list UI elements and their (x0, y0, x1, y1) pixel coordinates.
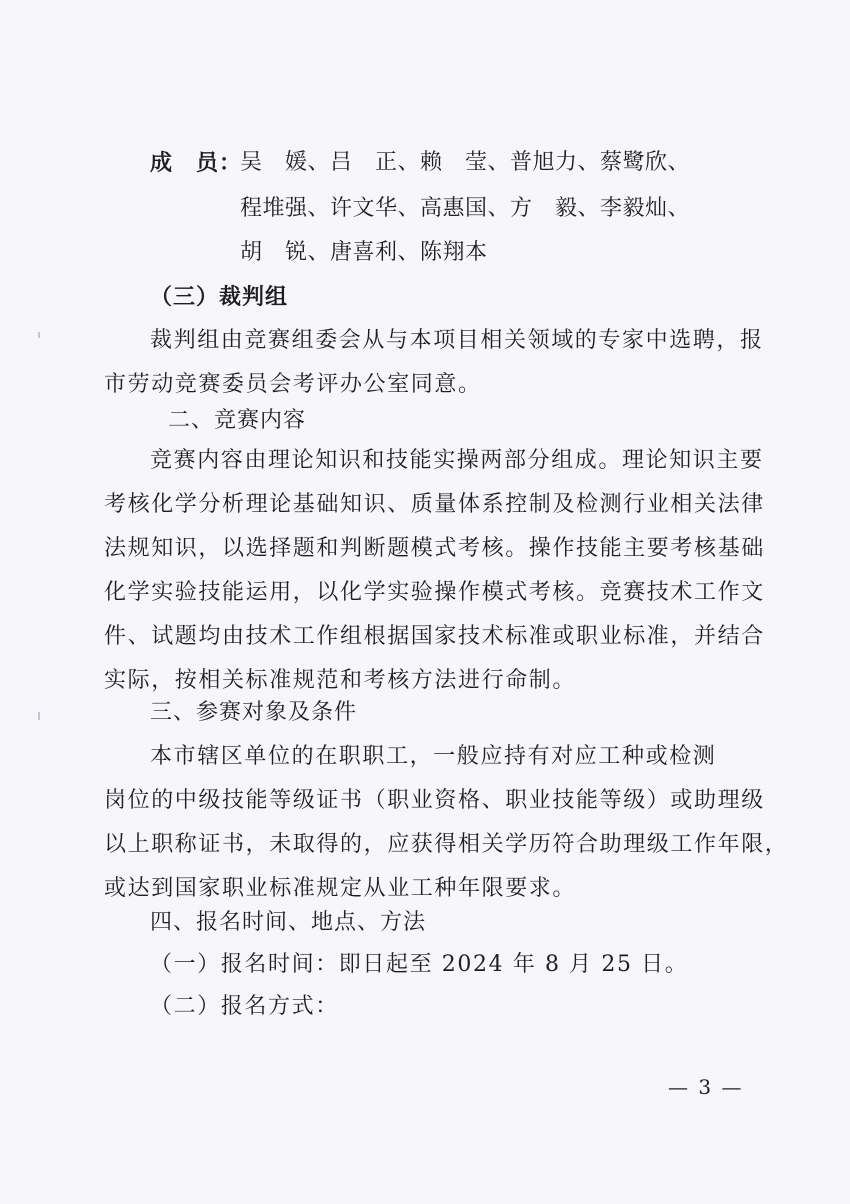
paragraph-line: 法规知识，以选择题和判断题模式考核。操作技能主要考核基础 (104, 536, 765, 561)
paragraph-line: （一）报名时间：即日起至 2024 年 8 月 25 日。 (150, 952, 689, 977)
paragraph-line: 岗位的中级技能等级证书（职业资格、职业技能等级）或助理级 (104, 788, 765, 813)
paragraph-line: 化学实验技能运用，以化学实验操作模式考核。竞赛技术工作文 (104, 580, 765, 605)
members-line: 胡 锐、唐喜利、陈翔本 (240, 240, 488, 265)
section-heading: 三、参赛对象及条件 (150, 700, 358, 725)
referee-group-heading: （三）裁判组 (150, 284, 289, 310)
section-heading: 二、竞赛内容 (168, 408, 307, 433)
paragraph-line: 裁判组由竞赛组委会从与本项目相关领域的专家中选聘，报 (150, 328, 764, 353)
paragraph-line: 件、试题均由技术工作组根据国家技术标准或职业标准，并结合 (104, 624, 765, 649)
members-line: 程堆强、许文华、高惠国、方 毅、李毅灿、 (240, 196, 691, 221)
paragraph-line: 实际，按相关标准规范和考核方法进行命制。 (104, 668, 577, 693)
paragraph-line: （二）报名方式： (150, 994, 339, 1019)
paragraph-line: 以上职称证书，未取得的，应获得相关学历符合助理级工作年限， (104, 832, 789, 857)
paragraph-line: 竞赛内容由理论知识和技能实操两部分组成。理论知识主要 (150, 448, 764, 473)
section-heading: 四、报名时间、地点、方法 (150, 910, 427, 935)
paragraph-line: 或达到国家职业标准规定从业工种年限要求。 (104, 876, 577, 901)
members-line: 吴 媛、吕 正、赖 莹、普旭力、蔡鹭欣、 (240, 150, 691, 175)
paragraph-line: 市劳动竞赛委员会考评办公室同意。 (104, 372, 482, 397)
paragraph-line: 考核化学分析理论基础知识、质量体系控制及检测行业相关法律 (104, 492, 765, 517)
paragraph-line: 本市辖区单位的在职职工，一般应持有对应工种或检测 (150, 744, 717, 769)
scan-mark (38, 332, 40, 338)
page-number: — 3 — (668, 1075, 744, 1099)
members-label: 成 员： (150, 150, 243, 176)
scan-mark (38, 712, 40, 720)
